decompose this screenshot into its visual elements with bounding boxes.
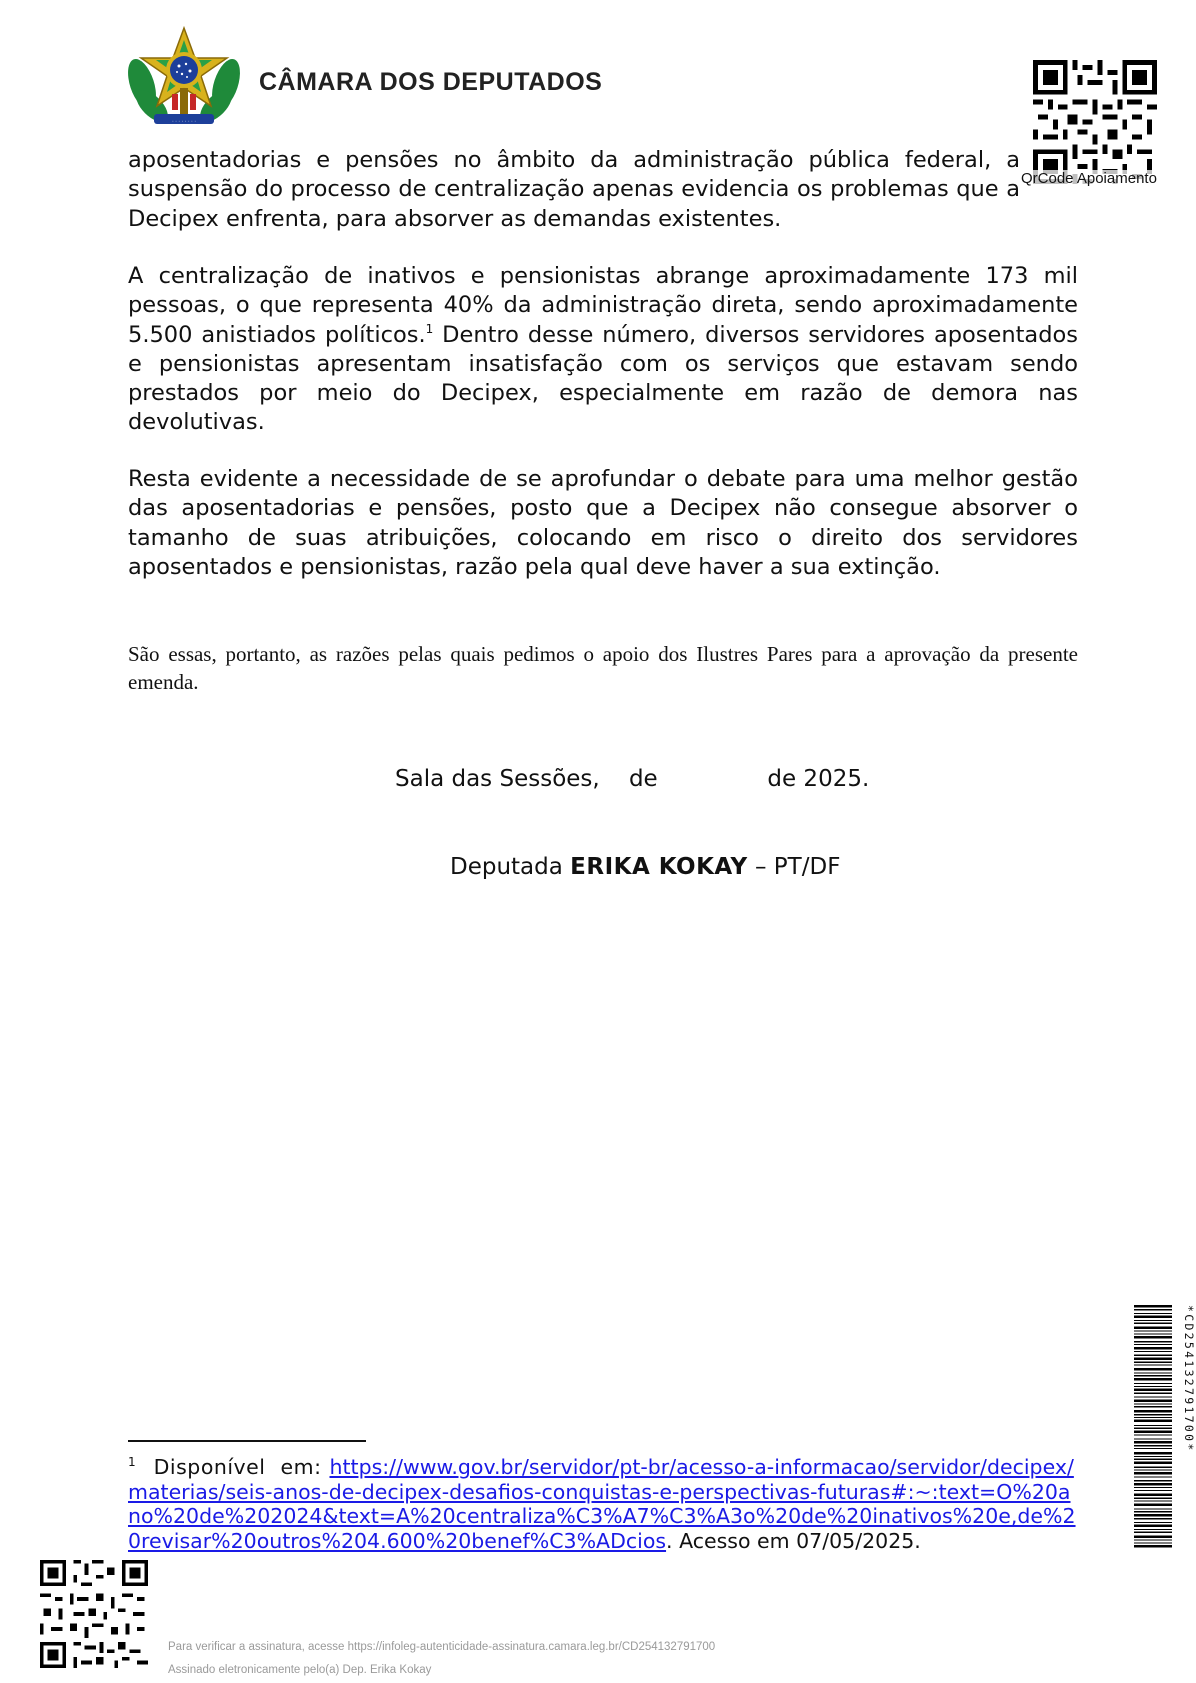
signature-verification xyxy=(168,1636,715,1682)
qr-code-label: QrCode Apoiamento xyxy=(1021,170,1157,187)
verification-url-text: Para verificar a assinatura, acesse https://infoleg-autenticidade-assinatura.camara.leg.br/CD254132791700 xyxy=(168,1641,716,1653)
barcode-number: *CD254132791700* xyxy=(1182,1305,1196,1453)
paragraph-text: Dentro desse número, diversos servidores aposentados e pensionistas apresentam insatisfação com os serviços que estavam sendo prestados por meio do Decipex, especialmente em razão de demora nas devolutivas. xyxy=(128,321,1078,436)
svg-text:. . . . . . . .: . . . . . . . . xyxy=(172,117,196,124)
signer-party: – PT/DF xyxy=(747,854,841,880)
footnote-link[interactable]: https://www.gov.br/servidor/pt-br/acesso-a-informacao/servidor/decipex/materias/seis-anos-de-decipex-desafios-conquistas-e-perspectivas-futuras#:~:text=O%20ano%20de%202024&text=A%20centraliza%C3%A7%C3%A3o%20de%20inativos%20e,de%20revisar%20outros%204.600%20benef%C3%ADcios xyxy=(128,1455,1076,1553)
organization-name: CÂMARA DOS DEPUTADOS xyxy=(259,68,603,96)
body-paragraph: São essas, portanto, as razões pelas quais pedimos o apoio dos Ilustres Pares para a aprovação da presente emenda. xyxy=(128,642,1078,694)
body-paragraph: aposentadorias e pensões no âmbito da administração pública federal, a suspensão do processo de centralização apenas evidencia os problemas que a Decipex enfrenta, para absorver as demandas existentes. xyxy=(128,147,1020,232)
footnote-intro: Disponível em: xyxy=(153,1455,322,1479)
qr-code-icon[interactable] xyxy=(1033,60,1157,184)
footnote xyxy=(128,1450,1078,1553)
footnote-number: 1 xyxy=(128,1455,136,1469)
footnote-divider xyxy=(128,1440,366,1442)
coat-of-arms-icon xyxy=(124,26,254,138)
session-date-line: Sala das Sessões, de de 2025. xyxy=(395,766,870,792)
body-paragraph xyxy=(128,262,1078,438)
barcode-icon xyxy=(1134,1305,1172,1547)
paragraph-text: A centralização de inativos e pensionistas abrange aproximadamente 173 mil pessoas, o que representa 40% da administração direta, sendo aproximadamente 5.500 anistiados políticos. xyxy=(128,263,1078,348)
signer-name: ERIKA KOKAY xyxy=(570,854,748,880)
footnote-access-date: . Acesso em 07/05/2025. xyxy=(666,1528,921,1553)
electronic-signature-text: Assinado eletronicamente pelo(a) Dep. Erika Kokay xyxy=(168,1664,432,1676)
signature-line xyxy=(450,854,840,880)
body-paragraph: Resta evidente a necessidade de se aprofundar o debate para uma melhor gestão das aposentadorias e pensões, posto que a Decipex não consegue absorver o tamanho de suas atribuições, colocando em risco o direito dos servidores aposentados e pensionistas, razão pela qual deve haver a sua extinção. xyxy=(128,466,1078,580)
footnote-reference[interactable]: 1 xyxy=(425,321,434,336)
signature-qr-code-icon[interactable] xyxy=(40,1560,148,1668)
signer-title: Deputada xyxy=(450,854,571,880)
